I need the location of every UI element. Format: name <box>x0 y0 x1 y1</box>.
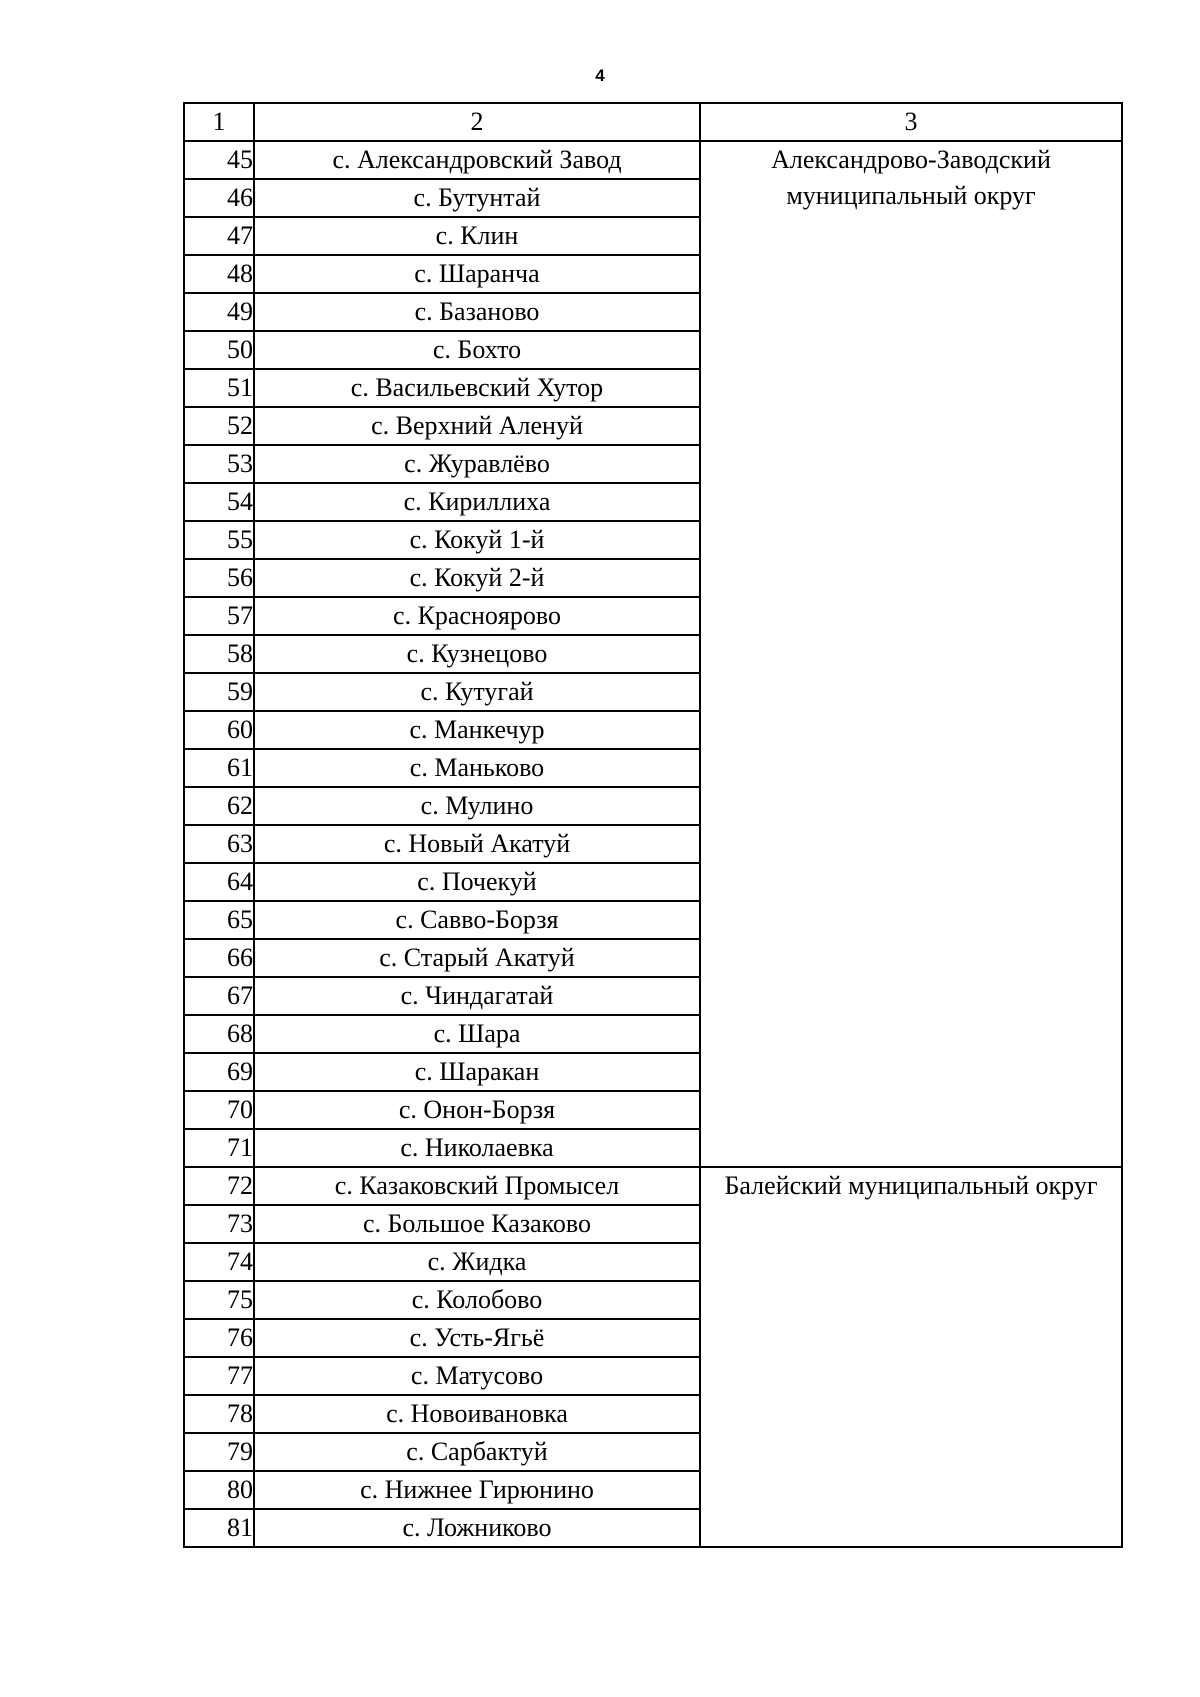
settlement-name: с. Шаракан <box>254 1053 700 1091</box>
settlement-name: с. Манкечур <box>254 711 700 749</box>
row-number: 76 <box>184 1319 254 1357</box>
settlement-name: с. Новый Акатуй <box>254 825 700 863</box>
row-number: 63 <box>184 825 254 863</box>
settlement-name: с. Мулино <box>254 787 700 825</box>
row-number: 70 <box>184 1091 254 1129</box>
settlement-name: с. Казаковский Промысел <box>254 1167 700 1205</box>
row-number: 64 <box>184 863 254 901</box>
row-number: 79 <box>184 1433 254 1471</box>
settlements-table <box>183 102 1123 1548</box>
row-number: 45 <box>184 141 254 179</box>
settlement-name: с. Шара <box>254 1015 700 1053</box>
settlement-name: с. Савво-Борзя <box>254 901 700 939</box>
settlement-name: с. Колобово <box>254 1281 700 1319</box>
row-number: 51 <box>184 369 254 407</box>
page-number: 4 <box>595 66 605 85</box>
row-number: 65 <box>184 901 254 939</box>
settlement-name: с. Шаранча <box>254 255 700 293</box>
settlement-name: с. Кириллиха <box>254 483 700 521</box>
settlement-name: с. Большое Казаково <box>254 1205 700 1243</box>
settlement-name: с. Верхний Аленуй <box>254 407 700 445</box>
settlement-name: с. Нижнее Гирюнино <box>254 1471 700 1509</box>
settlement-name: с. Бутунтай <box>254 179 700 217</box>
column-header-settlement: 2 <box>254 103 700 141</box>
settlement-name: с. Почекуй <box>254 863 700 901</box>
settlement-name: с. Жидка <box>254 1243 700 1281</box>
table-row <box>184 141 1122 179</box>
settlement-name: с. Матусово <box>254 1357 700 1395</box>
settlement-name: с. Онон-Борзя <box>254 1091 700 1129</box>
row-number: 61 <box>184 749 254 787</box>
row-number: 69 <box>184 1053 254 1091</box>
settlement-name: с. Маньково <box>254 749 700 787</box>
settlement-name: с. Сарбактуй <box>254 1433 700 1471</box>
row-number: 74 <box>184 1243 254 1281</box>
settlement-name: с. Ложниково <box>254 1509 700 1547</box>
row-number: 73 <box>184 1205 254 1243</box>
settlement-name: с. Кокуй 1-й <box>254 521 700 559</box>
settlement-name: с. Старый Акатуй <box>254 939 700 977</box>
settlement-name: с. Бохто <box>254 331 700 369</box>
row-number: 55 <box>184 521 254 559</box>
settlement-name: с. Кутугай <box>254 673 700 711</box>
row-number: 77 <box>184 1357 254 1395</box>
settlement-name: с. Кокуй 2-й <box>254 559 700 597</box>
settlement-name: с. Клин <box>254 217 700 255</box>
row-number: 56 <box>184 559 254 597</box>
column-header-district: 3 <box>700 103 1122 141</box>
settlement-name: с. Базаново <box>254 293 700 331</box>
row-number: 59 <box>184 673 254 711</box>
table-header-row <box>184 103 1122 141</box>
district-name: Балейский муниципальный округ <box>700 1167 1122 1547</box>
settlement-name: с. Николаевка <box>254 1129 700 1167</box>
row-number: 68 <box>184 1015 254 1053</box>
row-number: 48 <box>184 255 254 293</box>
row-number: 62 <box>184 787 254 825</box>
row-number: 57 <box>184 597 254 635</box>
settlement-name: с. Чиндагатай <box>254 977 700 1015</box>
column-header-number: 1 <box>184 103 254 141</box>
row-number: 52 <box>184 407 254 445</box>
row-number: 71 <box>184 1129 254 1167</box>
row-number: 66 <box>184 939 254 977</box>
settlement-name: с. Александровский Завод <box>254 141 700 179</box>
settlement-name: с. Васильевский Хутор <box>254 369 700 407</box>
table-body <box>184 141 1122 1547</box>
row-number: 46 <box>184 179 254 217</box>
row-number: 67 <box>184 977 254 1015</box>
settlement-name: с. Новоивановка <box>254 1395 700 1433</box>
settlement-name: с. Усть-Ягьё <box>254 1319 700 1357</box>
row-number: 58 <box>184 635 254 673</box>
row-number: 75 <box>184 1281 254 1319</box>
row-number: 54 <box>184 483 254 521</box>
row-number: 50 <box>184 331 254 369</box>
row-number: 80 <box>184 1471 254 1509</box>
row-number: 72 <box>184 1167 254 1205</box>
row-number: 53 <box>184 445 254 483</box>
row-number: 81 <box>184 1509 254 1547</box>
settlement-name: с. Журавлёво <box>254 445 700 483</box>
settlement-name: с. Краснoярово <box>254 597 700 635</box>
row-number: 78 <box>184 1395 254 1433</box>
row-number: 49 <box>184 293 254 331</box>
settlement-name: с. Кузнецово <box>254 635 700 673</box>
table-row <box>184 1167 1122 1205</box>
row-number: 60 <box>184 711 254 749</box>
district-name: Александрово-Заводский муниципальный округ <box>700 141 1122 1167</box>
row-number: 47 <box>184 217 254 255</box>
